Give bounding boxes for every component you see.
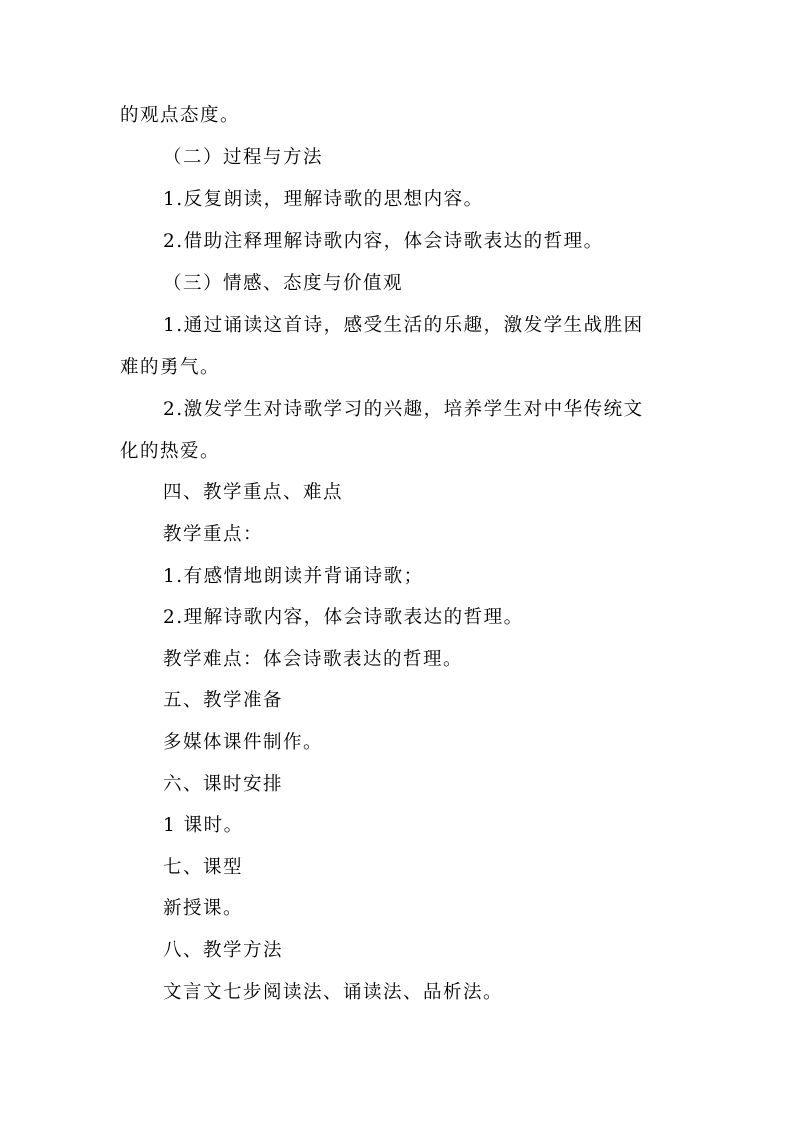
section-body-text: 新授课。 (163, 898, 244, 919)
teaching-difficulty: 教学难点：体会诗歌表达的哲理。 (163, 649, 464, 670)
list-item: 2.激发学生对诗歌学习的兴趣，培养学生对中华传统文 (163, 399, 644, 420)
section-heading-schedule: 六、课时安排 (163, 774, 284, 795)
subsection-heading-emotion-values: （三）情感、态度与价值观 (163, 273, 404, 294)
list-item: 1.有感情地朗读并背诵诗歌； (163, 566, 424, 587)
section-heading-preparation: 五、教学准备 (163, 690, 284, 711)
section-heading-teaching-method: 八、教学方法 (163, 940, 284, 961)
paragraph-continuation-line: 的观点态度。 (120, 105, 241, 126)
list-item-continuation: 难的勇气。 (120, 357, 221, 378)
list-item: 1.通过诵读这首诗，感受生活的乐趣，激发学生战胜困 (163, 315, 644, 336)
section-heading-key-points: 四、教学重点、难点 (163, 482, 344, 503)
section-heading-lesson-type: 七、课型 (163, 857, 244, 878)
section-body-text: 多媒体课件制作。 (163, 732, 324, 753)
list-item: 1.反复朗读，理解诗歌的思想内容。 (163, 189, 484, 210)
section-body-text: 文言文七步阅读法、诵读法、品析法。 (163, 982, 504, 1003)
subsection-heading-process-method: （二）过程与方法 (163, 147, 324, 168)
section-body-text: 1 课时。 (163, 815, 244, 836)
label-teaching-focus: 教学重点： (163, 524, 264, 545)
list-item: 2.借助注释理解诗歌内容，体会诗歌表达的哲理。 (163, 231, 604, 252)
list-item-continuation: 化的热爱。 (120, 441, 221, 462)
list-item: 2.理解诗歌内容，体会诗歌表达的哲理。 (163, 607, 524, 628)
